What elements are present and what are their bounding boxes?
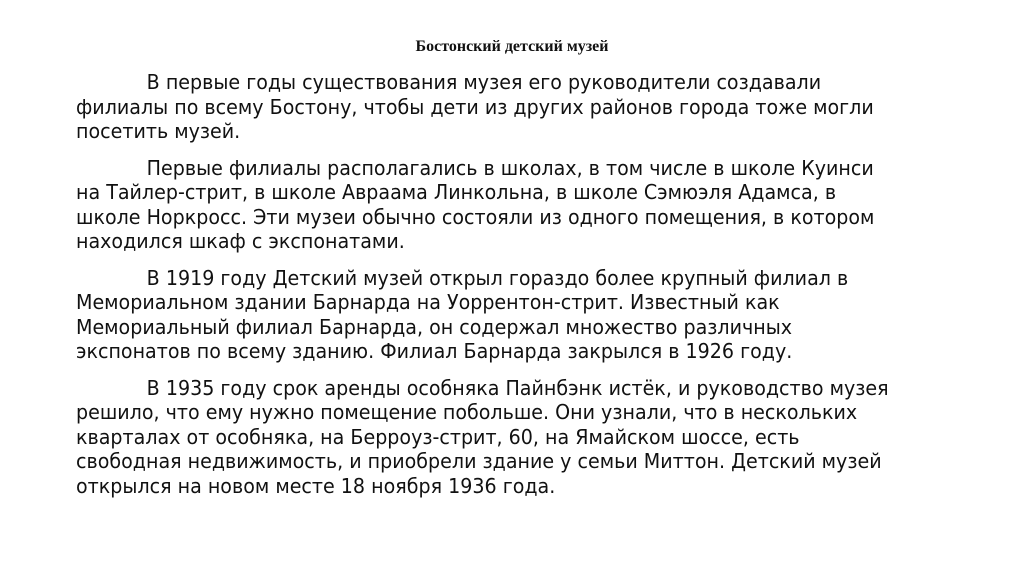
slide-title: Бостонский детский музей xyxy=(415,38,609,55)
paragraph-3: В 1919 году Детский музей открыл гораздо более крупный филиал в Мемориальном здании Барнарда на Уоррентон-стрит. Известный как Мемориальный филиал Барнарда, он содержал множество различных экспонатов по всему зданию. Филиал Барнарда закрылся в 1926 году. xyxy=(76,265,849,363)
paragraph-2: Первые филиалы располагались в школах, в том числе в школе Куинси на Тайлер-стрит, в школе Авраама Линкольна, в школе Сэмюэля Адамса, в школе Норкросс. Эти музеи обычно состояли из одного помещения, в котором находился шкаф с экспонатами. xyxy=(76,155,875,253)
paragraph-4: В 1935 году срок аренды особняка Пайнбэнк истёк, и руководство музея решило, что ему нужно помещение побольше. Они узнали, что в нескольких кварталах от особняка, на Берроуз-стрит, 60, на Ямайском шоссе, есть свободная недвижимость, и приобрели здание у семьи Миттон. Детский музей открылся на новом месте 18 ноября 1936 года. xyxy=(76,375,889,498)
paragraph-1: В первые годы существования музея его руководители создавали филиалы по всему Бостону, чтобы дети из других районов города тоже могли посетить музей. xyxy=(76,70,874,143)
slide-body xyxy=(76,70,894,510)
